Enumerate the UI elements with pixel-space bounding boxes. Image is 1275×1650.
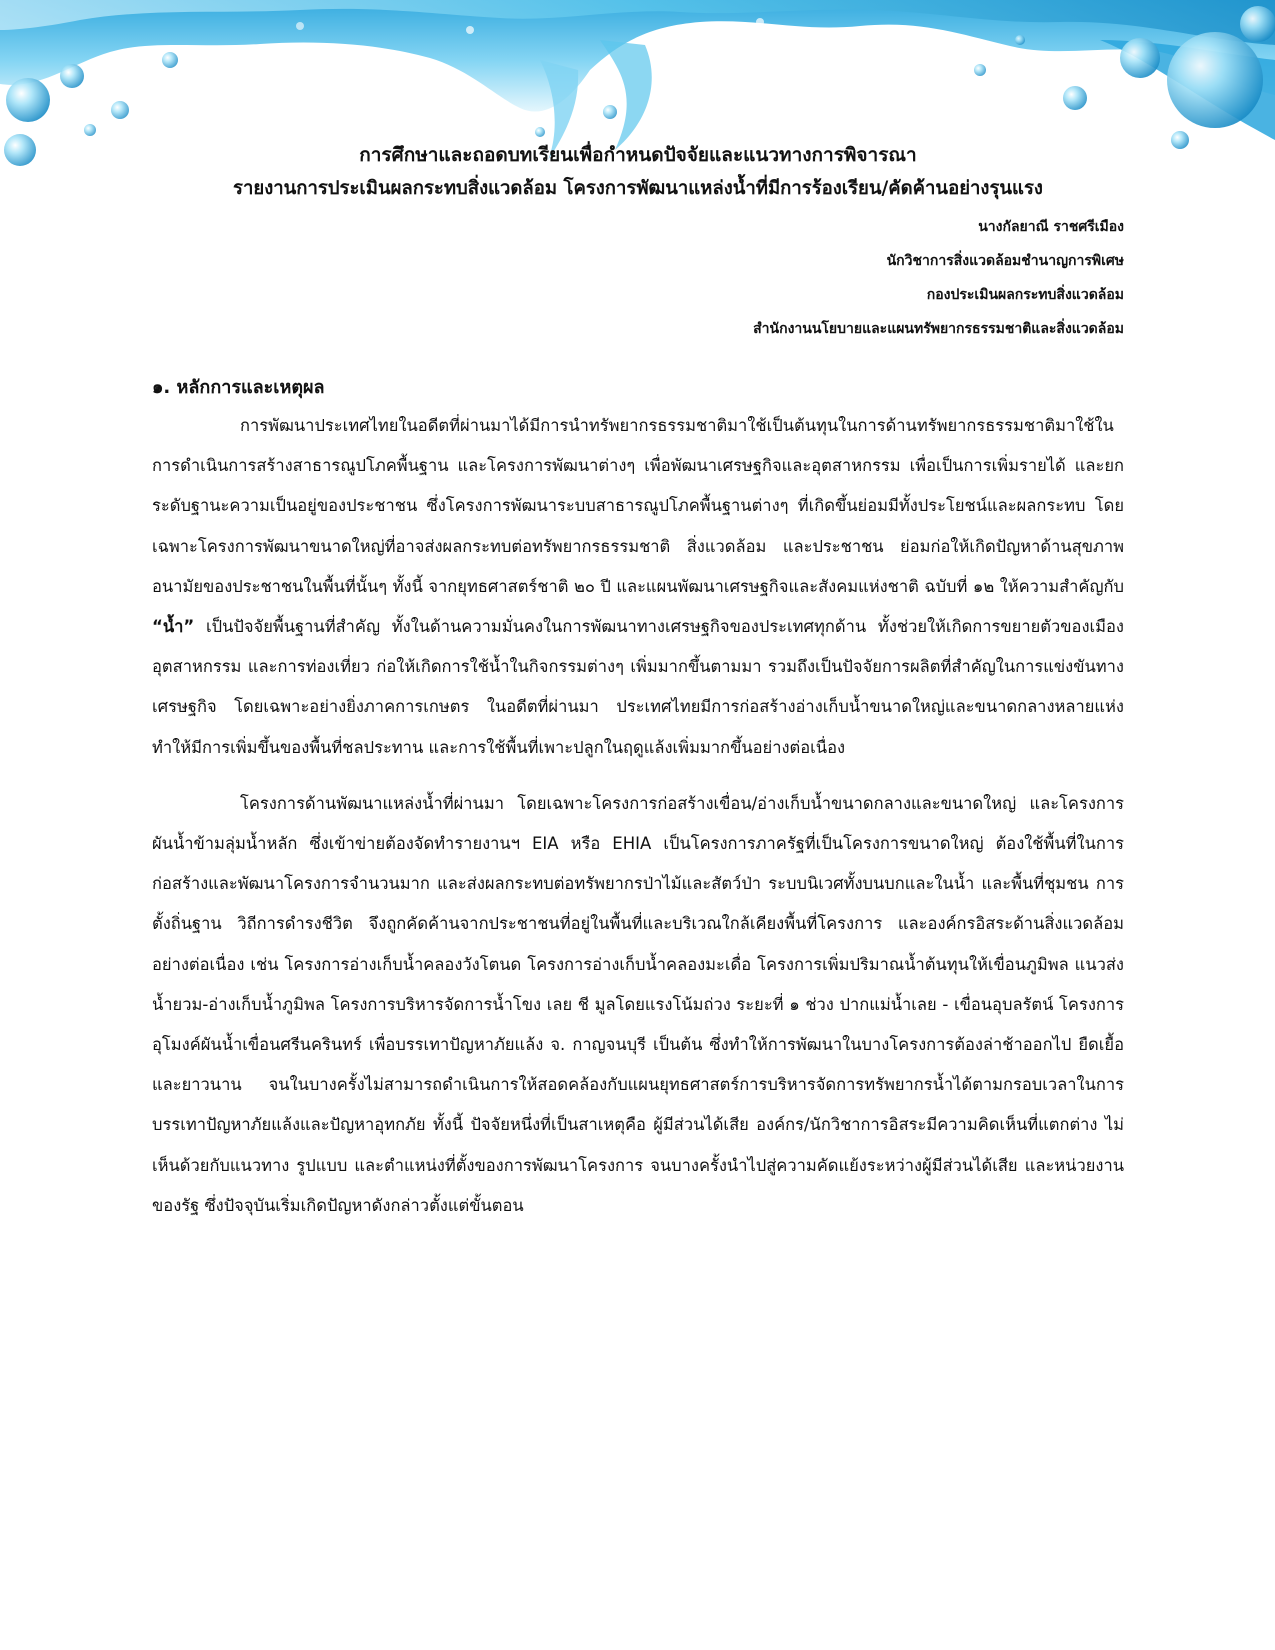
author-info xyxy=(152,210,1124,346)
document-page xyxy=(152,138,1124,1226)
document-title xyxy=(152,138,1124,206)
author-position: นักวิชาการสิ่งแวดล้อมชำนาญการพิเศษ xyxy=(886,253,1124,269)
paragraph-1 xyxy=(152,406,1124,768)
title-line-2: รายงานการประเมินผลกระทบสิ่งแวดล้อม โครงการพัฒนาแหล่งน้ำที่มีการร้องเรียน/คัดค้านอย่างรุนแรง xyxy=(233,178,1043,199)
paragraph-1-text-before: การพัฒนาประเทศไทยในอดีตที่ผ่านมาได้มีการนำทรัพยากรธรรมชาติมาใช้เป็นต้นทุนในการด้านทรัพยากรธรรมชาติมาใช้ในการดำเนินการสร้างสาธารณูปโภคพื้นฐาน และโครงการพัฒนาต่างๆ เพื่อพัฒนาเศรษฐกิจและอุตสาหกรรม เพื่อเป็นการเพิ่มรายได้ และยกระดับฐานะความเป็นอยู่ของประชาชน ซึ่งโครงการพัฒนาระบบสาธารณูปโภคพื้นฐานต่างๆ ที่เกิดขึ้นย่อมมีทั้งประโยชน์และผลกระทบ โดยเฉพาะโครงการพัฒนาขนาดใหญ่ที่อาจส่งผลกระทบต่อทรัพยากรธรรมชาติ สิ่งแวดล้อม และประชาชน ย่อมก่อให้เกิดปัญหาด้านสุขภาพอนามัยของประชาชนในพื้นที่นั้นๆ ทั้งนี้ จากยุทธศาสตร์ชาติ ๒๐ ปี และแผนพัฒนาเศรษฐกิจและสังคมแห่งชาติ ฉบับที่ ๑๒ ให้ความสำคัญกับ xyxy=(152,416,1124,596)
author-office: สำนักงานนโยบายและแผนทรัพยากรธรรมชาติและสิ่งแวดล้อม xyxy=(753,321,1124,337)
author-name: นางกัลยาณี ราชศรีเมือง xyxy=(978,219,1124,235)
section-heading: ๑. หลักการและเหตุผล xyxy=(152,377,325,398)
paragraph-1-text-after: เป็นปัจจัยพื้นฐานที่สำคัญ ทั้งในด้านความมั่นคงในการพัฒนาทางเศรษฐกิจของประเทศทุกด้าน ทั้งช่วยให้เกิดการขยายตัวของเมือง อุตสาหกรรม และการท่องเที่ยว ก่อให้เกิดการใช้น้ำในกิจกรรมต่างๆ เพิ่มมากขึ้นตามมา รวมถึงเป็นปัจจัยการผลิตที่สำคัญในการแข่งขันทางเศรษฐกิจ โดยเฉพาะอย่างยิ่งภาคการเกษตร ในอดีตที่ผ่านมา ประเทศไทยมีการก่อสร้างอ่างเก็บน้ำขนาดใหญ่และขนาดกลางหลายแห่งทำให้มีการเพิ่มขึ้นของพื้นที่ชลประทาน และการใช้พื้นที่เพาะปลูกในฤดูแล้งเพิ่มมากขึ้นอย่างต่อเนื่อง xyxy=(152,617,1124,757)
title-line-1: การศึกษาและถอดบทเรียนเพื่อกำหนดปัจจัยและแนวทางการพิจารณา xyxy=(359,144,917,166)
author-division: กองประเมินผลกระทบสิ่งแวดล้อม xyxy=(926,287,1124,303)
paragraph-1-emphasis-water: “น้ำ” xyxy=(152,617,195,637)
paragraph-2: โครงการด้านพัฒนาแหล่งน้ำที่ผ่านมา โดยเฉพาะโครงการก่อสร้างเขื่อน/อ่างเก็บน้ำขนาดกลางและขนาดใหญ่ และโครงการผันน้ำข้ามลุ่มน้ำหลัก ซึ่งเข้าข่ายต้องจัดทำรายงานฯ EIA หรือ EHIA เป็นโครงการภาครัฐที่เป็นโครงการขนาดใหญ่ ต้องใช้พื้นที่ในการก่อสร้างและพัฒนาโครงการจำนวนมาก และส่งผลกระทบต่อทรัพยากรป่าไม้และสัตว์ป่า ระบบนิเวศทั้งบนบกและในน้ำ และพื้นที่ชุมชน การตั้งถิ่นฐาน วิถีการดำรงชีวิต จึงถูกคัดค้านจากประชาชนที่อยู่ในพื้นที่และบริเวณใกล้เคียงพื้นที่โครงการ และองค์กรอิสระด้านสิ่งแวดล้อมอย่างต่อเนื่อง เช่น โครงการอ่างเก็บน้ำคลองวังโตนด โครงการอ่างเก็บน้ำคลองมะเดื่อ โครงการเพิ่มปริมาณน้ำต้นทุนให้เขื่อนภูมิพล แนวส่งน้ำยวม-อ่างเก็บน้ำภูมิพล โครงการบริหารจัดการน้ำโขง เลย ชี มูลโดยแรงโน้มถ่วง ระยะที่ ๑ ช่วง ปากแม่น้ำเลย - เขื่อนอุบลรัตน์ โครงการอุโมงค์ผันน้ำเขื่อนศรีนครินทร์ เพื่อบรรเทาปัญหาภัยแล้ง จ. กาญจนบุรี เป็นต้น ซึ่งทำให้การพัฒนาในบางโครงการต้องล่าช้าออกไป ยืดเยื้อและยาวนาน จนในบางครั้งไม่สามารถดำเนินการให้สอดคล้องกับแผนยุทธศาสตร์การบริหารจัดการทรัพยากรน้ำได้ตามกรอบเวลาในการบรรเทาปัญหาภัยแล้งและปัญหาอุทกภัย ทั้งนี้ ปัจจัยหนึ่งที่เป็นสาเหตุคือ ผู้มีส่วนได้เสีย องค์กร/นักวิชาการอิสระมีความคิดเห็นที่แตกต่าง ไม่เห็นด้วยกับแนวทาง รูปแบบ และตำแหน่งที่ตั้งของการพัฒนาโครงการ จนบางครั้งนำไปสู่ความคัดแย้งระหว่างผู้มีส่วนได้เสีย และหน่วยงานของรัฐ ซึ่งปัจจุบันเริ่มเกิดปัญหาดังกล่าวตั้งแต่ขั้นตอน xyxy=(152,793,1124,1215)
